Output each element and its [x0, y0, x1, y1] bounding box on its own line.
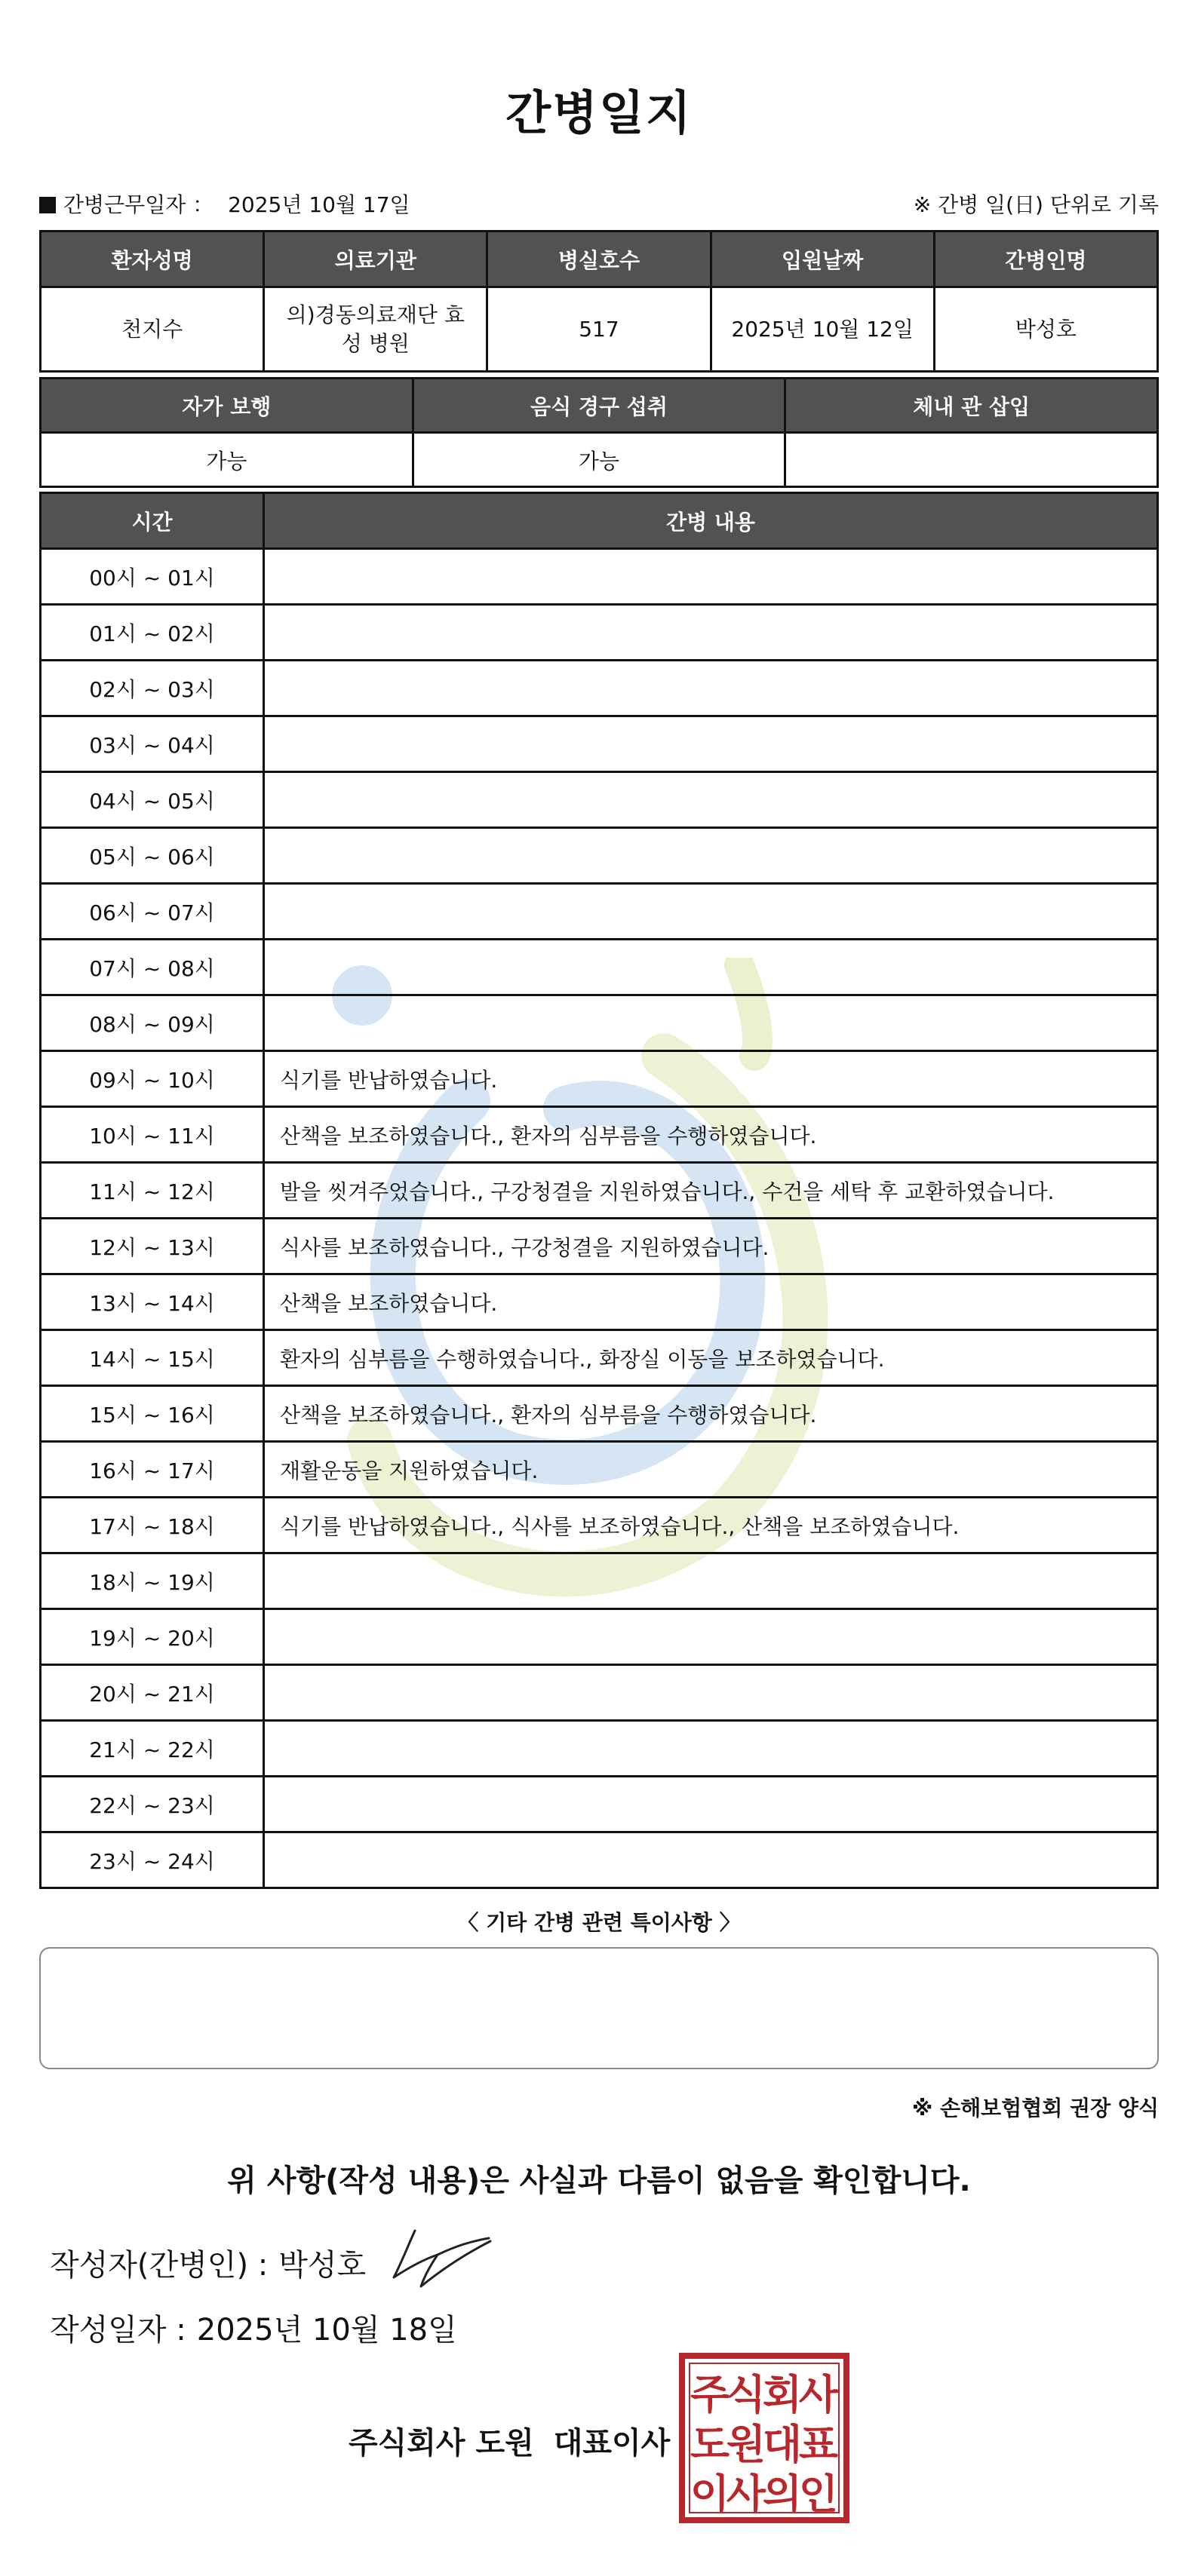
status-header-row	[41, 379, 1158, 433]
log-row	[41, 1832, 1158, 1888]
patient-header-row	[41, 232, 1158, 287]
seal-glyph: 사	[726, 2470, 766, 2518]
log-content	[264, 995, 1158, 1051]
log-row	[41, 1163, 1158, 1219]
log-content	[264, 940, 1158, 995]
log-time: 14시 ~ 15시	[41, 1330, 264, 1386]
seal-glyph: 주	[690, 2371, 730, 2418]
log-row	[41, 1498, 1158, 1553]
institution-name: 의)경동의료재단 효성 병원	[264, 287, 487, 372]
log-time: 05시 ~ 06시	[41, 828, 264, 884]
special-notes-box	[39, 1947, 1159, 2069]
writer-name: 박성호	[278, 2248, 367, 2283]
header-oral-intake: 음식 경구 섭취	[413, 379, 785, 433]
written-date-value: 2025년 10월 18일	[196, 2313, 457, 2348]
company-seal-stamp	[679, 2353, 849, 2523]
header-caregiver-name: 간병인명	[934, 232, 1157, 287]
seal-glyph: 표	[798, 2421, 839, 2468]
seal-glyph: 원	[726, 2421, 766, 2468]
header-institution: 의료기관	[264, 232, 487, 287]
unit-note: ※ 간병 일(日) 단위로 기록	[913, 192, 1159, 217]
log-row	[41, 884, 1158, 940]
self-walking-value: 가능	[41, 433, 413, 487]
log-time: 06시 ~ 07시	[41, 884, 264, 940]
log-time: 23시 ~ 24시	[41, 1832, 264, 1888]
log-row	[41, 1777, 1158, 1832]
notes-title: 〈 기타 간병 관련 특이사항 〉	[457, 1910, 741, 1935]
log-time: 18시 ~ 19시	[41, 1553, 264, 1609]
log-row	[41, 661, 1158, 716]
patient-status-table	[39, 377, 1159, 488]
header-patient-name: 환자성명	[41, 232, 264, 287]
tube-insertion-value	[785, 433, 1158, 487]
log-content: 환자의 심부름을 수행하였습니다., 화장실 이동을 보조하였습니다.	[264, 1330, 1158, 1386]
seal-glyph: 대	[762, 2421, 803, 2468]
header-room: 병실호수	[487, 232, 711, 287]
log-time: 15시 ~ 16시	[41, 1386, 264, 1442]
log-content	[264, 1609, 1158, 1665]
log-body	[41, 549, 1158, 1888]
log-time: 09시 ~ 10시	[41, 1051, 264, 1107]
log-content	[264, 884, 1158, 940]
log-row	[41, 549, 1158, 605]
log-time: 07시 ~ 08시	[41, 940, 264, 995]
header-care-content: 간병 내용	[264, 493, 1158, 549]
signature-icon	[385, 2225, 498, 2292]
seal-glyph: 사	[798, 2371, 839, 2418]
log-content	[264, 1777, 1158, 1832]
log-content	[264, 828, 1158, 884]
log-content: 식기를 반납하였습니다., 식사를 보조하였습니다., 산책을 보조하였습니다.	[264, 1498, 1158, 1553]
confirmation-statement: 위 사항(작성 내용)은 사실과 다름이 없음을 확인합니다.	[227, 2164, 971, 2198]
log-content	[264, 1665, 1158, 1721]
log-row	[41, 1219, 1158, 1274]
log-content: 산책을 보조하였습니다.	[264, 1274, 1158, 1330]
patient-name: 천지수	[41, 287, 264, 372]
ceo-label: 대표이사	[553, 2426, 671, 2461]
log-row	[41, 995, 1158, 1051]
log-time: 19시 ~ 20시	[41, 1609, 264, 1665]
log-time: 01시 ~ 02시	[41, 605, 264, 661]
log-row	[41, 1330, 1158, 1386]
log-content: 식기를 반납하였습니다.	[264, 1051, 1158, 1107]
log-row	[41, 1274, 1158, 1330]
log-row	[41, 1442, 1158, 1498]
log-content: 산책을 보조하였습니다., 환자의 심부름을 수행하였습니다.	[264, 1386, 1158, 1442]
admission-date: 2025년 10월 12일	[711, 287, 934, 372]
log-content	[264, 716, 1158, 772]
log-row	[41, 940, 1158, 995]
log-time: 12시 ~ 13시	[41, 1219, 264, 1274]
written-date-line	[50, 2306, 457, 2349]
patient-value-row	[41, 287, 1158, 372]
log-time: 00시 ~ 01시	[41, 549, 264, 605]
log-time: 21시 ~ 22시	[41, 1721, 264, 1777]
log-content	[264, 772, 1158, 828]
log-row	[41, 605, 1158, 661]
log-row	[41, 1609, 1158, 1665]
room-number: 517	[487, 287, 711, 372]
writer-label: 작성자(간병인) :	[50, 2248, 269, 2283]
log-header-row	[41, 493, 1158, 549]
log-time: 04시 ~ 05시	[41, 772, 264, 828]
log-content	[264, 1832, 1158, 1888]
document-title: 간병일지	[505, 85, 693, 140]
log-row	[41, 716, 1158, 772]
log-content	[264, 661, 1158, 716]
seal-glyph: 식	[726, 2371, 766, 2418]
seal-glyph: 도	[690, 2421, 730, 2468]
recommend-note: ※ 손해보험협회 권장 양식	[912, 2096, 1159, 2121]
log-row	[41, 1553, 1158, 1609]
log-row	[41, 1051, 1158, 1107]
log-content	[264, 549, 1158, 605]
log-time: 11시 ~ 12시	[41, 1163, 264, 1219]
log-time: 02시 ~ 03시	[41, 661, 264, 716]
log-content	[264, 1553, 1158, 1609]
written-date-label: 작성일자 :	[50, 2313, 186, 2348]
log-row	[41, 772, 1158, 828]
log-content: 재활운동을 지원하였습니다.	[264, 1442, 1158, 1498]
work-date-value: 2025년 10월 17일	[228, 192, 410, 217]
log-row	[41, 1721, 1158, 1777]
log-time: 16시 ~ 17시	[41, 1442, 264, 1498]
log-row	[41, 1665, 1158, 1721]
seal-glyph: 의	[762, 2470, 803, 2518]
caregiver-name: 박성호	[934, 287, 1157, 372]
square-bullet-icon	[39, 197, 56, 213]
log-row	[41, 1386, 1158, 1442]
header-time: 시간	[41, 493, 264, 549]
log-content: 식사를 보조하였습니다., 구강청결을 지원하였습니다.	[264, 1219, 1158, 1274]
work-date-label: 간병근무일자 ：	[63, 192, 214, 217]
log-content: 발을 씻겨주었습니다., 구강청결을 지원하였습니다., 수건을 세탁 후 교환하였습니다.	[264, 1163, 1158, 1219]
company-name: 주식회사 도원	[349, 2426, 534, 2461]
patient-info-table	[39, 230, 1159, 373]
status-value-row	[41, 433, 1158, 487]
work-date-line	[39, 189, 410, 219]
log-time: 17시 ~ 18시	[41, 1498, 264, 1553]
log-row	[41, 1107, 1158, 1163]
seal-glyph: 인	[798, 2470, 839, 2518]
log-content	[264, 1721, 1158, 1777]
log-time: 08시 ~ 09시	[41, 995, 264, 1051]
seal-glyph: 회	[762, 2371, 803, 2418]
writer-line	[50, 2241, 366, 2284]
log-time: 03시 ~ 04시	[41, 716, 264, 772]
log-content	[264, 605, 1158, 661]
oral-intake-value: 가능	[413, 433, 785, 487]
header-admission-date: 입원날짜	[711, 232, 934, 287]
header-self-walking: 자가 보행	[41, 379, 413, 433]
log-row	[41, 828, 1158, 884]
company-line	[349, 2419, 670, 2462]
seal-glyph: 이	[690, 2470, 730, 2518]
hourly-care-log-table	[39, 492, 1159, 1889]
header-tube-insertion: 체내 관 삽입	[785, 379, 1158, 433]
log-content: 산책을 보조하였습니다., 환자의 심부름을 수행하였습니다.	[264, 1107, 1158, 1163]
log-time: 10시 ~ 11시	[41, 1107, 264, 1163]
log-time: 13시 ~ 14시	[41, 1274, 264, 1330]
log-time: 22시 ~ 23시	[41, 1777, 264, 1832]
log-time: 20시 ~ 21시	[41, 1665, 264, 1721]
